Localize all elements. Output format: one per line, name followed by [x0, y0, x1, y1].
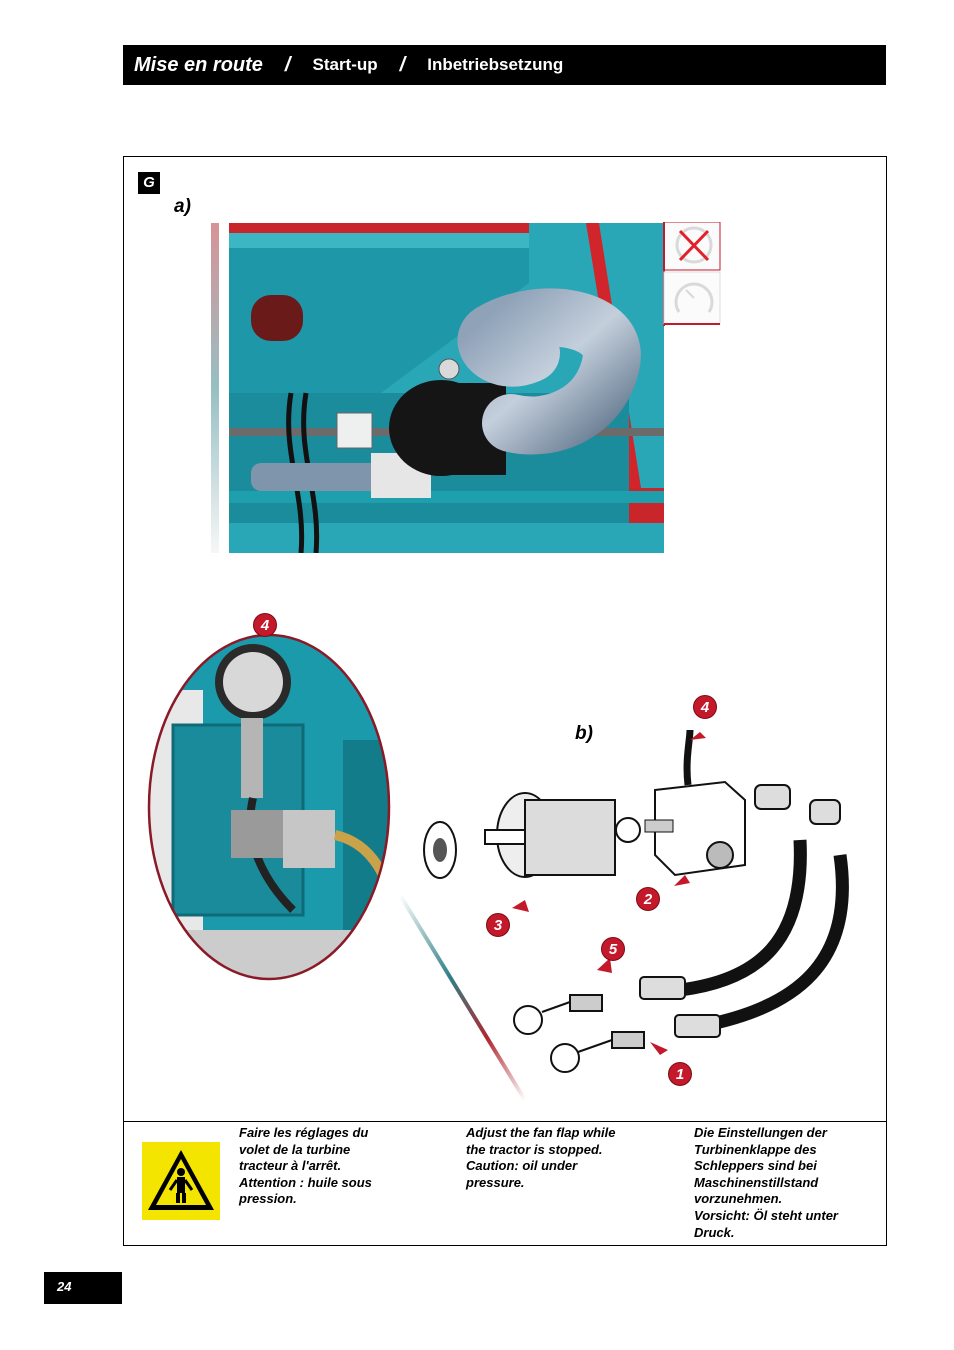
- note-line: Turbinenklappe des: [694, 1141, 817, 1157]
- pressure-gauge-closeup-photo: [143, 630, 395, 984]
- header-title-fr: Mise en route: [134, 53, 263, 76]
- stop-tractor-warning-icon: [142, 1142, 220, 1220]
- figure-label-a: a): [174, 196, 191, 217]
- note-line: the tractor is stopped.: [466, 1141, 603, 1157]
- figure-label-b: b): [575, 723, 593, 744]
- page-header: [123, 45, 886, 85]
- callout-3: 3: [486, 913, 510, 937]
- header-title-de: Inbetriebsetzung: [427, 55, 564, 74]
- note-line: pression.: [239, 1191, 297, 1207]
- note-line: tracteur à l'arrêt.: [239, 1158, 342, 1174]
- note-line: Attention : huile sous: [239, 1174, 372, 1190]
- header-title-en: Start-up: [312, 55, 378, 74]
- note-line: Die Einstellungen der: [694, 1125, 827, 1140]
- header-separator: /: [284, 53, 291, 76]
- note-line: volet de la turbine: [239, 1141, 351, 1157]
- note-english: [466, 1125, 656, 1191]
- note-line: Schleppers sind bei: [694, 1158, 817, 1174]
- note-line: vorzunehmen.: [694, 1191, 783, 1207]
- fan-off-and-pressure-gauge-icons: [662, 222, 722, 326]
- page-number: 24: [44, 1272, 122, 1304]
- note-line: pressure.: [466, 1174, 525, 1190]
- hydraulic-pump-exploded-diagram: [400, 690, 870, 1110]
- callout-5: 5: [601, 937, 625, 961]
- callout-4-diagram: 4: [693, 695, 717, 719]
- note-line: Faire les réglages du: [239, 1125, 369, 1140]
- note-line: Druck.: [694, 1224, 735, 1240]
- note-line: Caution: oil under: [466, 1158, 578, 1174]
- machine-fan-hose-photo: [211, 223, 664, 553]
- section-badge: G: [138, 172, 160, 194]
- note-line: Adjust the fan flap while: [466, 1125, 616, 1140]
- note-line: Maschinenstillstand: [694, 1174, 819, 1190]
- frame-divider: [124, 1121, 886, 1122]
- note-german: [694, 1125, 874, 1241]
- callout-2: 2: [636, 887, 660, 911]
- header-separator: /: [399, 53, 406, 76]
- callout-4-photo: 4: [253, 613, 277, 637]
- note-french: [239, 1125, 429, 1208]
- note-line: Vorsicht: Öl steht unter: [694, 1207, 838, 1223]
- callout-1: 1: [668, 1062, 692, 1086]
